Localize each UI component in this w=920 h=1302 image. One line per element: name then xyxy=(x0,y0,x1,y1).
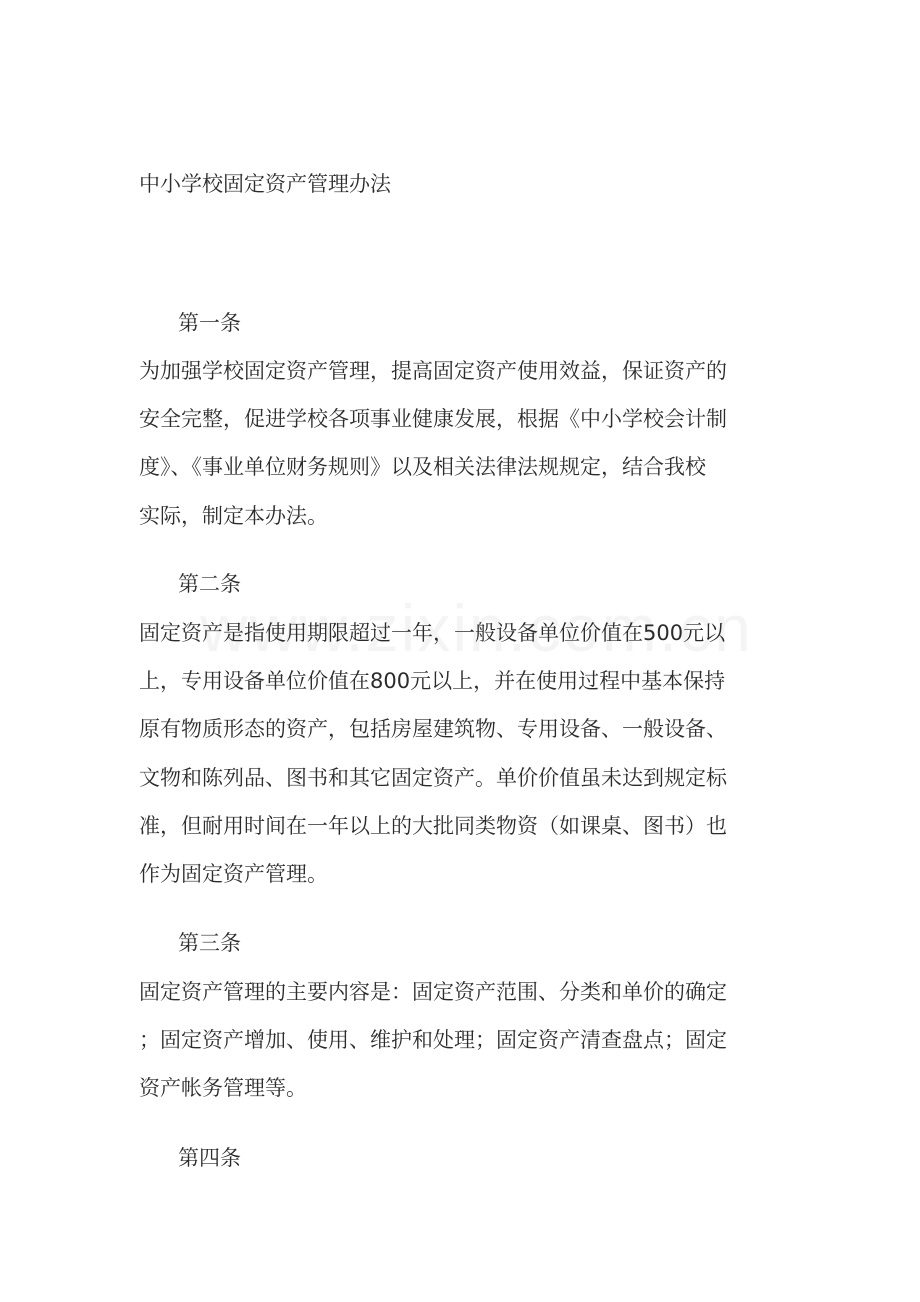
article-1-line-3: 度》、《事业单位财务规则》以及相关法律法规规定，结合我校 xyxy=(139,455,706,479)
article-3-line-3: 资产帐务管理等。 xyxy=(139,1076,307,1100)
article-1-line-2: 安全完整，促进学校各项事业健康发展，根据《中小学校会计制 xyxy=(139,407,727,431)
article-2-line-5: 准，但耐用时间在一年以上的大批同类物资（如课桌、图书）也 xyxy=(139,814,727,838)
article-1-heading: 第一条 xyxy=(178,311,241,335)
article-2-line-1: 固定资产是指使用期限超过一年，一般设备单位价值在500元以 xyxy=(139,621,726,645)
article-2-line-3: 原有物质形态的资产，包括房屋建筑物、专用设备、一般设备、 xyxy=(139,717,727,741)
article-4-heading: 第四条 xyxy=(178,1146,241,1170)
article-3-line-2: ；固定资产增加、使用、维护和处理；固定资产清查盘点；固定 xyxy=(139,1028,727,1052)
article-2-line-4: 文物和陈列品、图书和其它固定资产。单价价值虽未达到规定标 xyxy=(139,766,727,790)
document-title: 中小学校固定资产管理办法 xyxy=(139,172,391,196)
article-2-line-2: 上，专用设备单位价值在800元以上，并在使用过程中基本保持 xyxy=(139,669,726,693)
article-3-line-1: 固定资产管理的主要内容是：固定资产范围、分类和单价的确定 xyxy=(139,980,727,1004)
article-1-line-4: 实际，制定本办法。 xyxy=(139,504,328,528)
article-2-line-6: 作为固定资产管理。 xyxy=(139,862,328,886)
article-3-heading: 第三条 xyxy=(178,931,241,955)
article-2-heading: 第二条 xyxy=(178,572,241,596)
article-1-line-1: 为加强学校固定资产管理，提高固定资产使用效益，保证资产的 xyxy=(139,359,727,383)
